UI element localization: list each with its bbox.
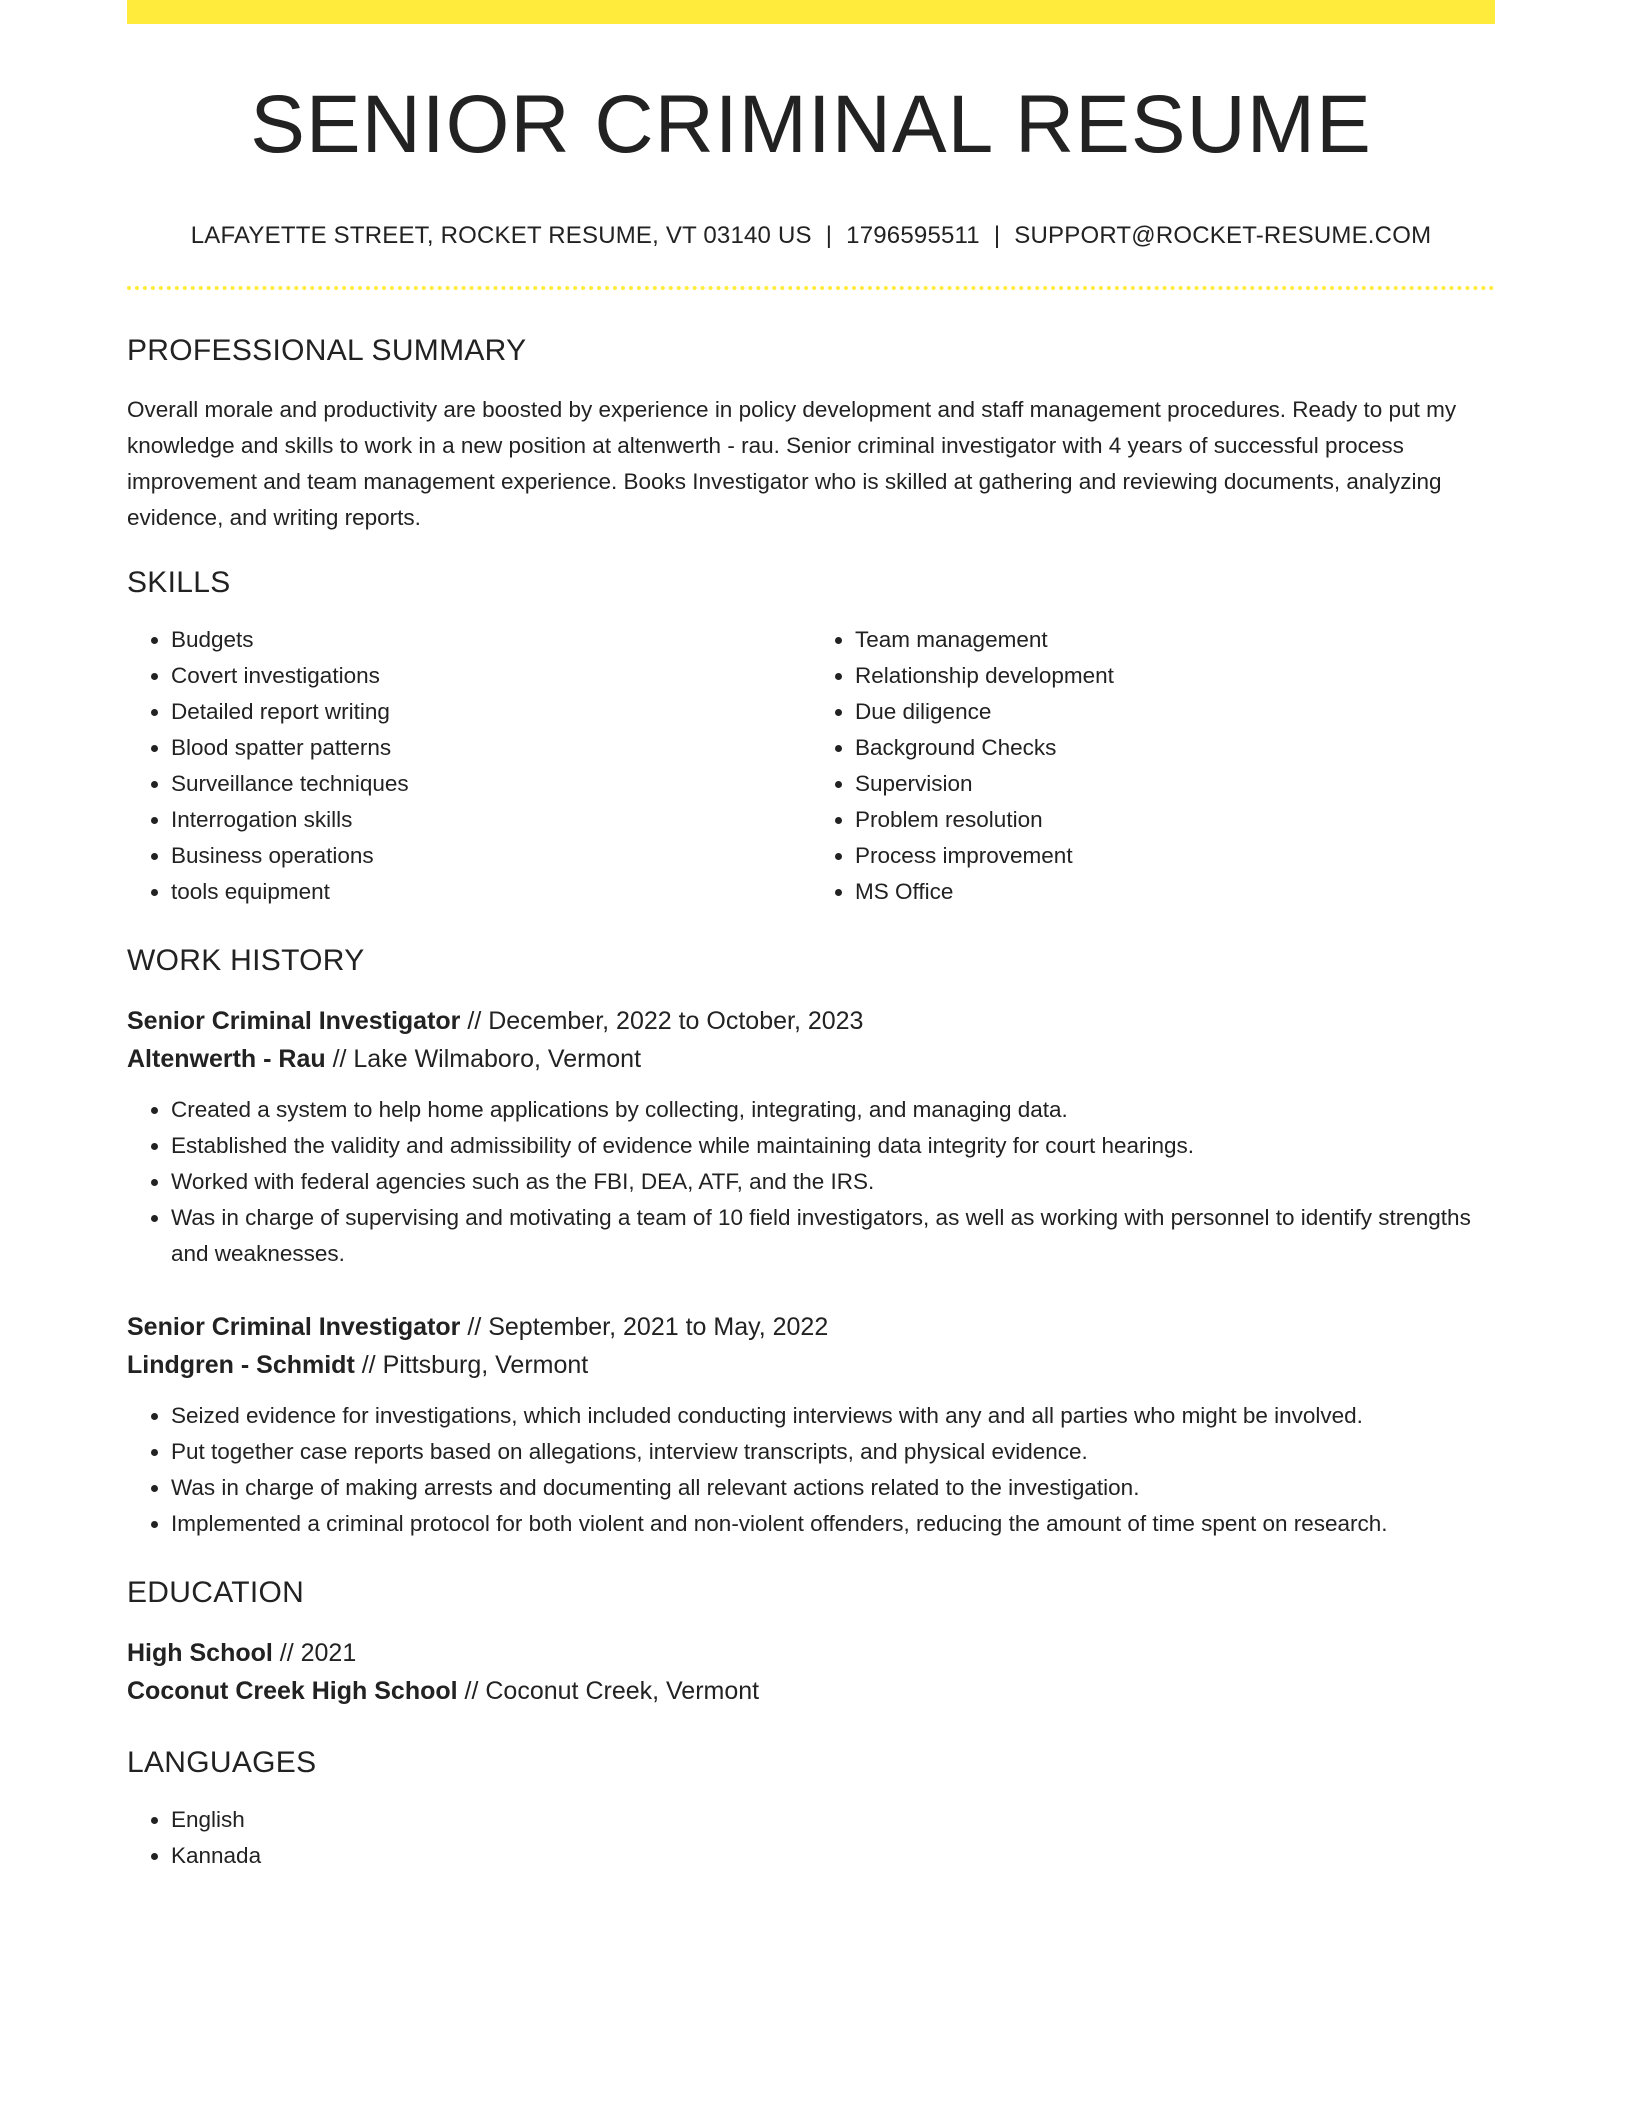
education-school: Coconut Creek High School (127, 1677, 458, 1706)
summary-text: Overall morale and productivity are boosted by experience in policy development and staff management procedures. Ready to put my knowledge and skills to work in a new position at altenwerth - rau. Senior criminal investigator with 4 years of successful process improvement and team management experience. Books Investigator who is skilled at gathering and reviewing documents, analyzing evidence, and writing reports. (127, 397, 1457, 531)
job-bullets (127, 1092, 1495, 1272)
job-company-line (127, 1346, 1495, 1384)
job-title-line (127, 1002, 1495, 1040)
job-title-line (127, 1308, 1495, 1346)
skill-item: • Business operations (171, 838, 811, 874)
work-history-heading: WORK HISTORY (127, 944, 365, 978)
contact-phone: 1796595511 (846, 222, 980, 250)
skills-list-left (127, 622, 811, 910)
skill-item: • Detailed report writing (171, 694, 811, 730)
job-bullet: • Established the validity and admissibility of evidence while maintaining data integrity for court hearings. (171, 1128, 1495, 1164)
skill-item: • Supervision (855, 766, 1495, 802)
job-dates: // September, 2021 to May, 2022 (460, 1313, 829, 1342)
skill-item: • Interrogation skills (171, 802, 811, 838)
skill-item: • Process improvement (855, 838, 1495, 874)
skills-columns (127, 622, 1495, 910)
skill-item: • Covert investigations (171, 658, 811, 694)
job-bullet: • Created a system to help home applications by collecting, integrating, and managing data. (171, 1092, 1495, 1128)
skill-item: • Due diligence (855, 694, 1495, 730)
skill-item: • Relationship development (855, 658, 1495, 694)
skill-item: • Background Checks (855, 730, 1495, 766)
resume-name: SENIOR CRIMINAL RESUME (250, 79, 1372, 170)
summary-heading: PROFESSIONAL SUMMARY (127, 334, 527, 368)
skill-item: • Budgets (171, 622, 811, 658)
contact-line (127, 222, 1495, 250)
job-position: Senior Criminal Investigator (127, 1007, 461, 1036)
skill-item: • Surveillance techniques (171, 766, 811, 802)
job-entry (127, 1308, 1495, 1542)
skill-item: • tools equipment (171, 874, 811, 910)
job-bullet: • Implemented a criminal protocol for both violent and non-violent offenders, reducing the amount of time spent on research. (171, 1506, 1495, 1542)
education-heading: EDUCATION (127, 1576, 305, 1610)
job-bullet: • Worked with federal agencies such as the FBI, DEA, ATF, and the IRS. (171, 1164, 1495, 1200)
skills-list-right (811, 622, 1495, 910)
job-bullets (127, 1398, 1495, 1542)
contact-email: SUPPORT@ROCKET-RESUME.COM (1014, 222, 1432, 250)
skill-item: • Team management (855, 622, 1495, 658)
job-location: // Pittsburg, Vermont (354, 1351, 589, 1380)
job-company-line (127, 1040, 1495, 1078)
contact-separator: | (993, 222, 1001, 250)
contact-separator: | (825, 222, 833, 250)
contact-address: LAFAYETTE STREET, ROCKET RESUME, VT 03140 US (190, 222, 812, 250)
header-divider (127, 286, 1495, 290)
resume-page (127, 0, 1495, 1874)
job-company: Lindgren - Schmidt (127, 1351, 355, 1380)
top-accent-bar (127, 0, 1495, 24)
job-bullet: • Put together case reports based on allegations, interview transcripts, and physical evidence. (171, 1434, 1495, 1470)
job-location: // Lake Wilmaboro, Vermont (325, 1045, 642, 1074)
job-position: Senior Criminal Investigator (127, 1313, 461, 1342)
job-company: Altenwerth - Rau (127, 1045, 326, 1074)
skill-item: • Blood spatter patterns (171, 730, 811, 766)
language-item: • Kannada (171, 1838, 1495, 1874)
job-entry (127, 1002, 1495, 1272)
job-dates: // December, 2022 to October, 2023 (460, 1007, 864, 1036)
education-year: // 2021 (272, 1639, 357, 1668)
education-entry (127, 1634, 1495, 1710)
education-degree-line (127, 1634, 1495, 1672)
job-bullet: • Was in charge of supervising and motivating a team of 10 field investigators, as well as working with personnel to identify strengths and weaknesses. (171, 1200, 1495, 1272)
skill-item: • MS Office (855, 874, 1495, 910)
languages-heading: LANGUAGES (127, 1746, 317, 1780)
languages-list (127, 1802, 1495, 1874)
education-location: // Coconut Creek, Vermont (457, 1677, 760, 1706)
skill-item: • Problem resolution (855, 802, 1495, 838)
job-bullet: • Was in charge of making arrests and documenting all relevant actions related to the investigation. (171, 1470, 1495, 1506)
education-degree: High School (127, 1639, 273, 1668)
skills-heading: SKILLS (127, 566, 231, 600)
language-item: • English (171, 1802, 1495, 1838)
job-bullet: • Seized evidence for investigations, which included conducting interviews with any and all parties who might be involved. (171, 1398, 1495, 1434)
education-school-line (127, 1672, 1495, 1710)
